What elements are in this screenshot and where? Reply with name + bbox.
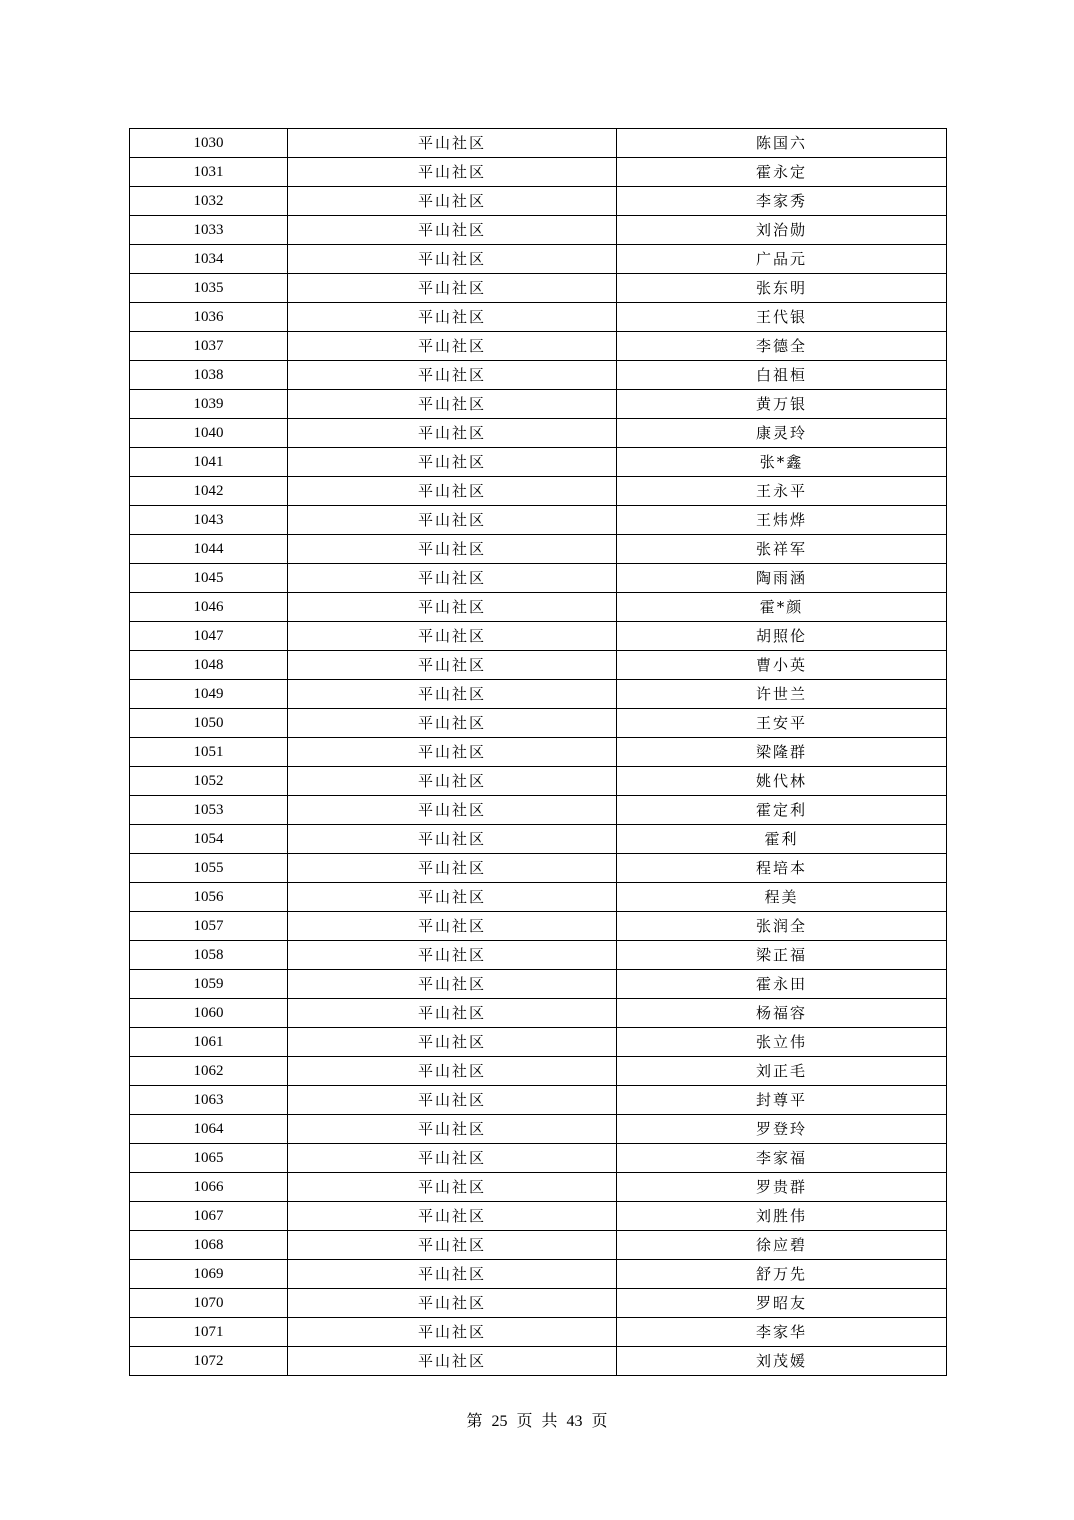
- row-number-cell: 1045: [130, 564, 288, 593]
- table-row: [130, 1231, 947, 1260]
- row-number-cell: 1036: [130, 303, 288, 332]
- footer-total-word: 共: [541, 1411, 558, 1430]
- person-name-cell: 白祖桓: [617, 361, 947, 390]
- community-cell: 平山社区: [288, 1173, 617, 1202]
- table-row: [130, 361, 947, 390]
- community-cell: 平山社区: [288, 535, 617, 564]
- community-cell: 平山社区: [288, 709, 617, 738]
- person-name-cell: 刘治勋: [617, 216, 947, 245]
- person-name-cell: 罗昭友: [617, 1289, 947, 1318]
- person-name-cell: 康灵玲: [617, 419, 947, 448]
- community-cell: 平山社区: [288, 1202, 617, 1231]
- row-number-cell: 1051: [130, 738, 288, 767]
- community-cell: 平山社区: [288, 274, 617, 303]
- row-number-cell: 1070: [130, 1289, 288, 1318]
- table-row: [130, 767, 947, 796]
- roster-table: [129, 128, 947, 1376]
- row-number-cell: 1035: [130, 274, 288, 303]
- person-name-cell: 胡照伦: [617, 622, 947, 651]
- table-row: [130, 1202, 947, 1231]
- community-cell: 平山社区: [288, 332, 617, 361]
- person-name-cell: 李德全: [617, 332, 947, 361]
- community-cell: 平山社区: [288, 1115, 617, 1144]
- table-row: [130, 1028, 947, 1057]
- table-row: [130, 129, 947, 158]
- row-number-cell: 1069: [130, 1260, 288, 1289]
- community-cell: 平山社区: [288, 883, 617, 912]
- table-row: [130, 506, 947, 535]
- row-number-cell: 1046: [130, 593, 288, 622]
- community-cell: 平山社区: [288, 564, 617, 593]
- community-cell: 平山社区: [288, 651, 617, 680]
- row-number-cell: 1056: [130, 883, 288, 912]
- table-row: [130, 564, 947, 593]
- row-number-cell: 1068: [130, 1231, 288, 1260]
- row-number-cell: 1061: [130, 1028, 288, 1057]
- row-number-cell: 1060: [130, 999, 288, 1028]
- table-row: [130, 390, 947, 419]
- person-name-cell: 梁正福: [617, 941, 947, 970]
- table-row: [130, 448, 947, 477]
- person-name-cell: 张东明: [617, 274, 947, 303]
- footer-prefix: 第: [466, 1411, 483, 1430]
- row-number-cell: 1048: [130, 651, 288, 680]
- table-row: [130, 999, 947, 1028]
- community-cell: 平山社区: [288, 448, 617, 477]
- table-row: [130, 1057, 947, 1086]
- row-number-cell: 1055: [130, 854, 288, 883]
- row-number-cell: 1052: [130, 767, 288, 796]
- community-cell: 平山社区: [288, 854, 617, 883]
- community-cell: 平山社区: [288, 680, 617, 709]
- community-cell: 平山社区: [288, 1028, 617, 1057]
- table-row: [130, 535, 947, 564]
- community-cell: 平山社区: [288, 245, 617, 274]
- row-number-cell: 1037: [130, 332, 288, 361]
- person-name-cell: 霍利: [617, 825, 947, 854]
- community-cell: 平山社区: [288, 158, 617, 187]
- community-cell: 平山社区: [288, 1260, 617, 1289]
- person-name-cell: 封尊平: [617, 1086, 947, 1115]
- community-cell: 平山社区: [288, 187, 617, 216]
- community-cell: 平山社区: [288, 1057, 617, 1086]
- row-number-cell: 1041: [130, 448, 288, 477]
- person-name-cell: 王炜烨: [617, 506, 947, 535]
- person-name-cell: 霍*颜: [617, 593, 947, 622]
- community-cell: 平山社区: [288, 1144, 617, 1173]
- row-number-cell: 1033: [130, 216, 288, 245]
- table-row: [130, 593, 947, 622]
- row-number-cell: 1040: [130, 419, 288, 448]
- person-name-cell: 李家秀: [617, 187, 947, 216]
- table-row: [130, 477, 947, 506]
- row-number-cell: 1059: [130, 970, 288, 999]
- community-cell: 平山社区: [288, 1347, 617, 1376]
- community-cell: 平山社区: [288, 970, 617, 999]
- row-number-cell: 1049: [130, 680, 288, 709]
- person-name-cell: 陶雨涵: [617, 564, 947, 593]
- table-row: [130, 1260, 947, 1289]
- table-row: [130, 941, 947, 970]
- person-name-cell: 张祥军: [617, 535, 947, 564]
- person-name-cell: 刘茂媛: [617, 1347, 947, 1376]
- row-number-cell: 1038: [130, 361, 288, 390]
- row-number-cell: 1050: [130, 709, 288, 738]
- community-cell: 平山社区: [288, 796, 617, 825]
- community-cell: 平山社区: [288, 999, 617, 1028]
- table-row: [130, 1173, 947, 1202]
- table-row: [130, 1347, 947, 1376]
- table-row: [130, 1115, 947, 1144]
- row-number-cell: 1043: [130, 506, 288, 535]
- row-number-cell: 1058: [130, 941, 288, 970]
- row-number-cell: 1067: [130, 1202, 288, 1231]
- table-row: [130, 187, 947, 216]
- community-cell: 平山社区: [288, 1318, 617, 1347]
- roster-table-body: [130, 129, 947, 1376]
- row-number-cell: 1030: [130, 129, 288, 158]
- table-row: [130, 1289, 947, 1318]
- table-row: [130, 883, 947, 912]
- community-cell: 平山社区: [288, 941, 617, 970]
- person-name-cell: 许世兰: [617, 680, 947, 709]
- person-name-cell: 陈国六: [617, 129, 947, 158]
- person-name-cell: 张*鑫: [617, 448, 947, 477]
- person-name-cell: 罗登玲: [617, 1115, 947, 1144]
- table-row: [130, 332, 947, 361]
- person-name-cell: 张润全: [617, 912, 947, 941]
- community-cell: 平山社区: [288, 767, 617, 796]
- community-cell: 平山社区: [288, 622, 617, 651]
- community-cell: 平山社区: [288, 593, 617, 622]
- row-number-cell: 1062: [130, 1057, 288, 1086]
- person-name-cell: 黄万银: [617, 390, 947, 419]
- row-number-cell: 1039: [130, 390, 288, 419]
- row-number-cell: 1072: [130, 1347, 288, 1376]
- community-cell: 平山社区: [288, 825, 617, 854]
- community-cell: 平山社区: [288, 1086, 617, 1115]
- person-name-cell: 霍永田: [617, 970, 947, 999]
- person-name-cell: 程美: [617, 883, 947, 912]
- community-cell: 平山社区: [288, 303, 617, 332]
- community-cell: 平山社区: [288, 738, 617, 767]
- row-number-cell: 1057: [130, 912, 288, 941]
- footer-current-page: 25: [491, 1413, 508, 1430]
- community-cell: 平山社区: [288, 129, 617, 158]
- community-cell: 平山社区: [288, 419, 617, 448]
- footer-total-pages: 43: [566, 1413, 583, 1430]
- footer-suffix: 页: [591, 1411, 608, 1430]
- person-name-cell: 梁隆群: [617, 738, 947, 767]
- person-name-cell: 舒万先: [617, 1260, 947, 1289]
- row-number-cell: 1063: [130, 1086, 288, 1115]
- row-number-cell: 1042: [130, 477, 288, 506]
- row-number-cell: 1044: [130, 535, 288, 564]
- person-name-cell: 徐应碧: [617, 1231, 947, 1260]
- person-name-cell: 李家福: [617, 1144, 947, 1173]
- table-row: [130, 1144, 947, 1173]
- community-cell: 平山社区: [288, 390, 617, 419]
- community-cell: 平山社区: [288, 477, 617, 506]
- row-number-cell: 1032: [130, 187, 288, 216]
- community-cell: 平山社区: [288, 912, 617, 941]
- community-cell: 平山社区: [288, 1289, 617, 1318]
- person-name-cell: 王代银: [617, 303, 947, 332]
- person-name-cell: 王永平: [617, 477, 947, 506]
- table-row: [130, 158, 947, 187]
- person-name-cell: 刘正毛: [617, 1057, 947, 1086]
- table-row: [130, 274, 947, 303]
- community-cell: 平山社区: [288, 506, 617, 535]
- person-name-cell: 霍定利: [617, 796, 947, 825]
- row-number-cell: 1071: [130, 1318, 288, 1347]
- table-row: [130, 651, 947, 680]
- table-row: [130, 738, 947, 767]
- person-name-cell: 张立伟: [617, 1028, 947, 1057]
- table-row: [130, 709, 947, 738]
- person-name-cell: 霍永定: [617, 158, 947, 187]
- row-number-cell: 1053: [130, 796, 288, 825]
- footer-page-word: 页: [516, 1411, 533, 1430]
- community-cell: 平山社区: [288, 1231, 617, 1260]
- person-name-cell: 广品元: [617, 245, 947, 274]
- row-number-cell: 1065: [130, 1144, 288, 1173]
- table-row: [130, 854, 947, 883]
- table-row: [130, 970, 947, 999]
- community-cell: 平山社区: [288, 216, 617, 245]
- person-name-cell: 李家华: [617, 1318, 947, 1347]
- table-row: [130, 245, 947, 274]
- person-name-cell: 程培本: [617, 854, 947, 883]
- row-number-cell: 1066: [130, 1173, 288, 1202]
- person-name-cell: 姚代林: [617, 767, 947, 796]
- table-row: [130, 825, 947, 854]
- row-number-cell: 1047: [130, 622, 288, 651]
- person-name-cell: 杨福容: [617, 999, 947, 1028]
- table-row: [130, 680, 947, 709]
- community-cell: 平山社区: [288, 361, 617, 390]
- table-row: [130, 1318, 947, 1347]
- table-row: [130, 912, 947, 941]
- table-row: [130, 216, 947, 245]
- person-name-cell: 刘胜伟: [617, 1202, 947, 1231]
- table-row: [130, 622, 947, 651]
- table-row: [130, 419, 947, 448]
- person-name-cell: 罗贵群: [617, 1173, 947, 1202]
- row-number-cell: 1031: [130, 158, 288, 187]
- person-name-cell: 曹小英: [617, 651, 947, 680]
- row-number-cell: 1064: [130, 1115, 288, 1144]
- page-footer: [0, 1409, 1074, 1434]
- table-row: [130, 1086, 947, 1115]
- row-number-cell: 1034: [130, 245, 288, 274]
- person-name-cell: 王安平: [617, 709, 947, 738]
- row-number-cell: 1054: [130, 825, 288, 854]
- table-row: [130, 796, 947, 825]
- table-row: [130, 303, 947, 332]
